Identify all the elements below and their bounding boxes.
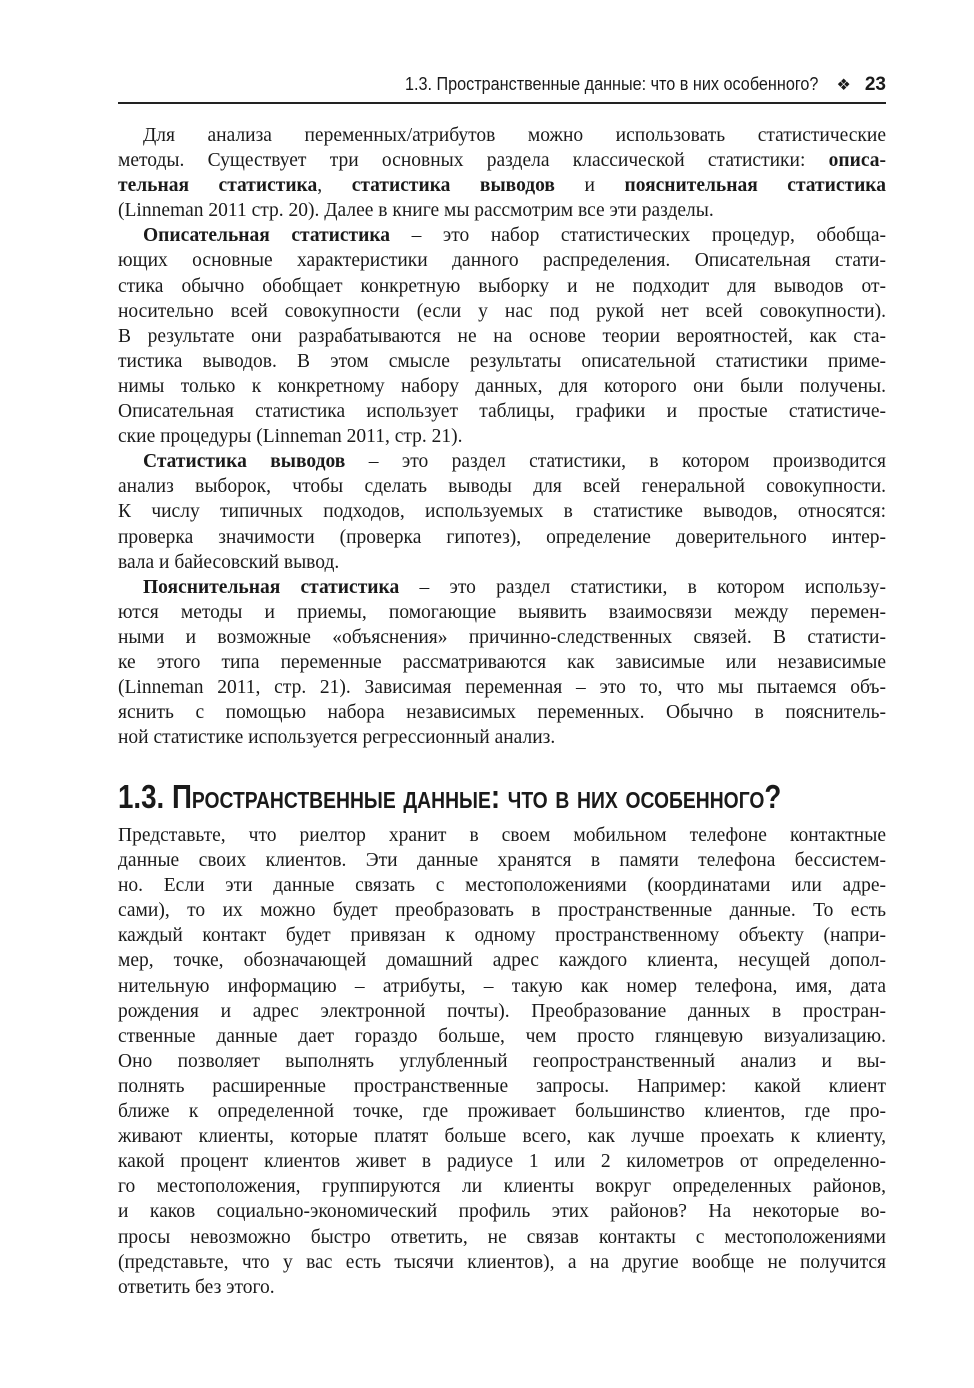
text-line [118, 349, 886, 374]
text-line [118, 675, 886, 700]
text-line [118, 499, 886, 524]
text-line [118, 1074, 886, 1099]
bold-term: пояснительная статистика [624, 175, 886, 197]
text-span: стика обычно обобщает конкретную выборку и не подходит для выводов от- [118, 275, 886, 297]
text-span: сами), то их можно будет преобразовать в пространственные данные. То есть [118, 900, 886, 922]
paragraph [118, 575, 886, 751]
text-line [118, 374, 886, 399]
text-line [118, 898, 886, 923]
text-line [118, 1099, 886, 1124]
text-line [118, 1024, 886, 1049]
text-line [118, 299, 886, 324]
text-span: проверка значимости (проверка гипотез), определение доверительного интер- [118, 526, 886, 548]
text-span: ются методы и приемы, помогающие выявить взаимосвязи между перемен- [118, 601, 886, 623]
text-line [118, 1275, 886, 1300]
text-span: – это раздел статистики, в котором производится [345, 451, 886, 473]
text-line [118, 823, 886, 848]
text-span: В результате они разрабатываются не на основе теории вероятностей, как ста- [118, 325, 886, 347]
text-line [118, 948, 886, 973]
text-line [118, 600, 886, 625]
text-span: ющих основные характеристики данного распределения. Описательная стати- [118, 250, 886, 272]
text-span: каждый контакт будет привязан к одному пространственному объекту (напри- [118, 925, 886, 947]
text-span: носительно всей совокупности (если у нас под рукой нет всей совокупности). [118, 300, 886, 322]
paragraph [118, 123, 886, 223]
text-span: ответить без этого. [118, 1276, 275, 1298]
bold-term: Пояснительная статистика [143, 576, 400, 598]
text-line [118, 1174, 886, 1199]
text-span: методы. Существует три основных раздела классической статистики: [118, 150, 829, 172]
text-span: полнять расширенные пространственные запросы. Например: какой клиент [118, 1075, 886, 1097]
text-span: (Linneman 2011, стр. 21). Зависимая переменная – это то, что мы пытаемся объ- [118, 677, 886, 699]
text-span: – это набор статистических процедур, обобща- [390, 225, 886, 247]
text-line [118, 173, 886, 198]
text-line [118, 123, 886, 148]
paragraph [118, 823, 886, 1300]
text-span: нительную информацию – атрибуты, – такую как номер телефона, имя, дата [118, 975, 886, 997]
text-line [118, 848, 886, 873]
text-span: Для анализа переменных/атрибутов можно использовать статистические [143, 125, 886, 146]
text-span: какой процент клиентов живет в радиусе 1 или 2 километров от определенно- [118, 1151, 886, 1173]
text-span: , [317, 175, 352, 197]
text-line [118, 248, 886, 273]
section-heading-text: 1.3. Пространственные данные: что в них особенного? [118, 778, 782, 815]
text-line [118, 274, 886, 299]
text-line [118, 399, 886, 424]
text-line [118, 625, 886, 650]
text-span: рождения и адрес электронной почты). Преобразование данных в простран- [118, 1000, 886, 1022]
text-span: ственные данные дает гораздо больше, чем просто глянцевую визуализацию. [118, 1025, 886, 1047]
text-line [118, 550, 886, 575]
bold-term: статистика выводов [351, 175, 555, 197]
header-rule [118, 102, 886, 104]
text-line [118, 1124, 886, 1149]
text-span: живают клиенты, которые платят больше всего, как лучше проехать к клиенту, [118, 1126, 886, 1148]
bold-term: Статистика выводов [143, 451, 346, 473]
paragraph [118, 223, 886, 449]
text-span: – это раздел статистики, в котором использу- [399, 576, 886, 598]
text-span: но. Если эти данные связать с местоположениями (координатами или адре- [118, 875, 886, 897]
text-span: Представьте, что риелтор хранит в своем мобильном телефоне контактные [118, 825, 886, 846]
text-span: и [554, 175, 625, 197]
bold-term: описа- [828, 150, 886, 172]
text-span: нимы только к конкретному набору данных, для которого они были получены. [118, 375, 886, 397]
text-line [118, 449, 886, 474]
text-line [118, 999, 886, 1024]
text-line [118, 923, 886, 948]
text-span: (Linneman 2011 стр. 20). Далее в книге мы рассмотрим все эти разделы. [118, 200, 714, 222]
text-line [118, 223, 886, 248]
text-span: ке этого типа переменные рассматриваются как зависимые или независимые [118, 651, 886, 673]
text-span: данные своих клиентов. Эти данные хранятся в памяти телефона бессистем- [118, 850, 886, 872]
text-line [118, 1225, 886, 1250]
body-text-top [118, 123, 886, 750]
text-span: ной статистике используется регрессионный анализ. [118, 727, 556, 749]
text-span: К числу типичных подходов, используемых в статистике выводов, относятся: [118, 501, 886, 523]
text-line [118, 1250, 886, 1275]
paragraph [118, 449, 886, 574]
text-span: ские процедуры (Linneman 2011, стр. 21). [118, 426, 463, 448]
text-span: просы невозможно быстро ответить, не связав контакты с местоположениями [118, 1226, 886, 1248]
text-span: вала и байесовский вывод. [118, 551, 340, 573]
text-span: Описательная статистика использует таблицы, графики и простые статистиче- [118, 401, 886, 423]
page-number: 23 [864, 74, 886, 95]
text-line [118, 700, 886, 725]
text-line [118, 575, 886, 600]
text-span: ближе к определенной точке, где проживает большинство клиентов, где про- [118, 1101, 886, 1123]
text-line [118, 474, 886, 499]
text-line [118, 873, 886, 898]
text-span: тистика выводов. В этом смысле результаты описательной статистики приме- [118, 350, 886, 372]
text-line [118, 198, 886, 223]
running-header [118, 74, 886, 102]
section-heading [118, 772, 878, 822]
running-header-title: 1.3. Пространственные данные: что в них особенного? [405, 74, 819, 94]
text-span: го местоположения, группируются ли клиенты вокруг определенных районов, [118, 1176, 886, 1198]
text-span: анализ выборок, чтобы сделать выводы для всей генеральной совокупности. [118, 476, 886, 498]
text-line [118, 148, 886, 173]
text-line [118, 725, 886, 750]
text-line [118, 1199, 886, 1224]
ornament-icon: ❖ [836, 77, 851, 94]
text-line [118, 424, 886, 449]
text-line [118, 324, 886, 349]
text-span: мер, точке, обозначающей домашний адрес каждого клиента, несущей допол- [118, 950, 886, 972]
text-line [118, 650, 886, 675]
bold-term: тельная статистика [118, 175, 318, 197]
text-span: яснить с помощью набора независимых переменных. Обычно в пояснитель- [118, 702, 886, 724]
text-line [118, 1149, 886, 1174]
text-span: Оно позволяет выполнять углубленный геопространственный анализ и вы- [118, 1050, 886, 1072]
text-line [118, 525, 886, 550]
text-span: ными и возможные «объяснения» причинно-следственных связей. В статисти- [118, 626, 886, 648]
text-span: (представьте, что у вас есть тысячи клиентов), а на другие вообще не получится [118, 1251, 886, 1273]
text-line [118, 974, 886, 999]
text-span: и каков социально-экономический профиль этих районов? На некоторые во- [118, 1201, 886, 1223]
body-text-bottom [118, 823, 886, 1300]
bold-term: Описательная статистика [143, 225, 391, 247]
text-line [118, 1049, 886, 1074]
